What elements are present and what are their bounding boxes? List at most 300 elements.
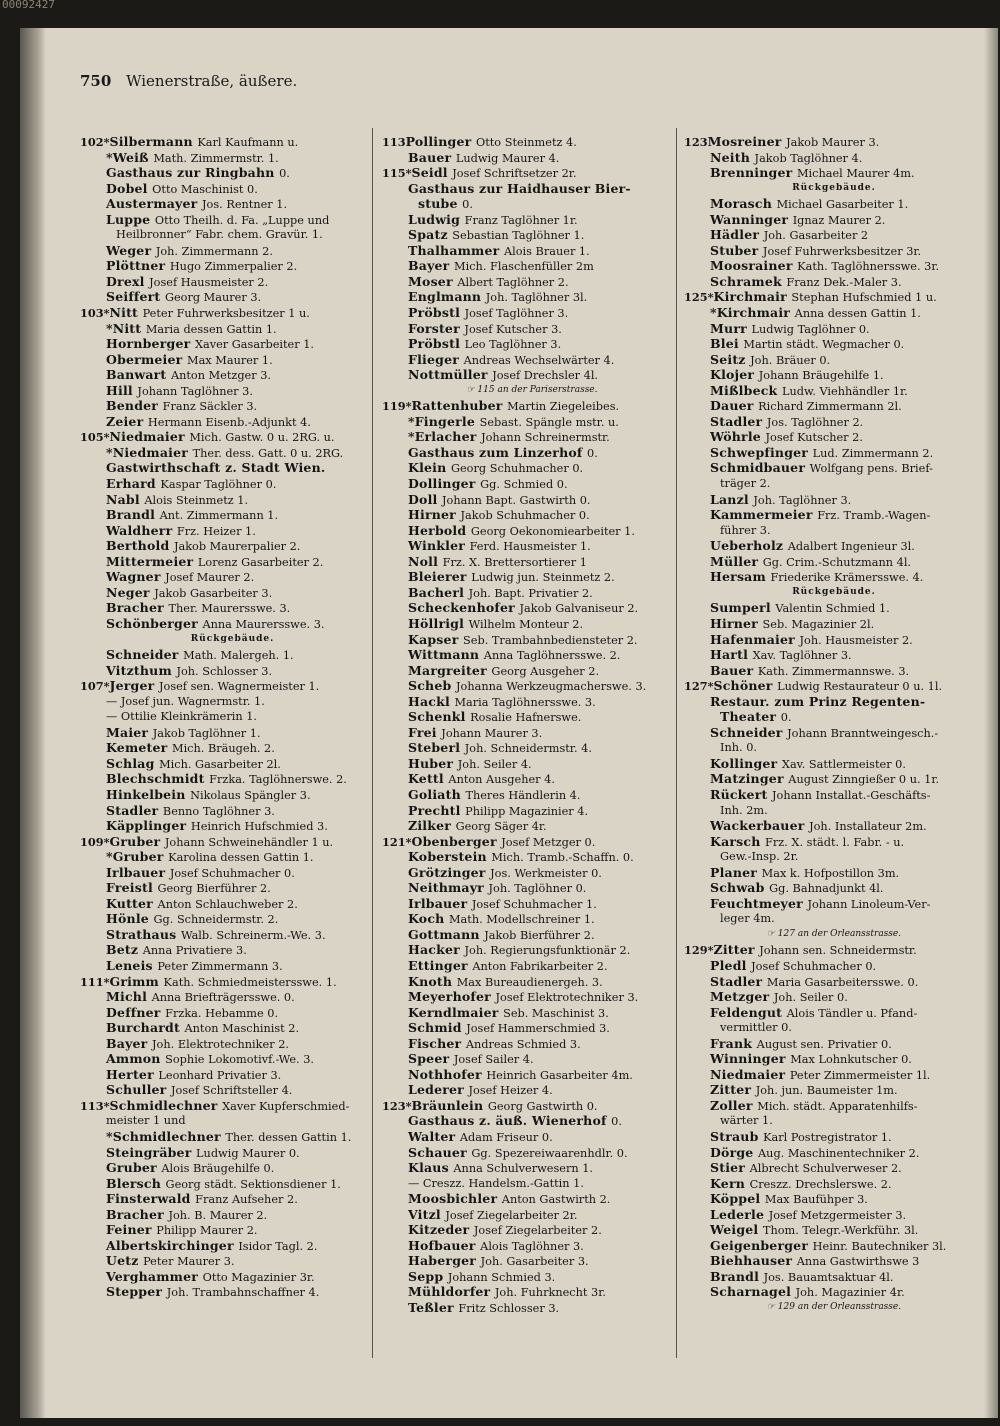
resident-name: Herbold: [408, 522, 471, 538]
resident-name: Dobel: [106, 180, 153, 196]
section-subheading: Rückgebäude.: [792, 586, 876, 597]
entry-details: Lorenz Gasarbeiter 2.: [197, 555, 324, 569]
entry-details: leger 4m.: [720, 912, 775, 926]
entry-details: Anna dessen Gattin 1.: [794, 307, 921, 321]
resident-name: Plöttner: [106, 258, 170, 274]
directory-entry: [80, 274, 385, 290]
entry-details: Joh. Zimmermann 2.: [155, 244, 273, 258]
resident-name: Grimm: [109, 973, 164, 989]
resident-name: Dörge: [710, 1144, 759, 1160]
directory-entry: [80, 383, 385, 399]
directory-entry: [80, 523, 385, 539]
resident-name: Klein: [408, 460, 451, 476]
directory-entry: [684, 305, 984, 321]
directory-entry: [80, 834, 385, 850]
resident-name: Michl: [106, 989, 152, 1005]
directory-entry: [382, 274, 682, 290]
running-header: [80, 72, 297, 90]
resident-name: Freistl: [106, 880, 158, 896]
entry-details: Mich. Flaschenfüller 2m: [454, 260, 594, 274]
directory-entry: [684, 1145, 984, 1161]
resident-name: Weger: [106, 242, 156, 258]
resident-name: Doll: [408, 491, 443, 507]
resident-name: Nottmüller: [408, 367, 493, 383]
resident-name: Schwepfinger: [710, 444, 813, 460]
resident-name: Uetz: [106, 1253, 144, 1269]
directory-entry: [684, 383, 984, 399]
directory-entry: [80, 709, 385, 725]
directory-entry: [382, 849, 682, 865]
entry-details: Math. Zimmermstr. 1.: [153, 151, 279, 165]
resident-name: Mühldorfer: [408, 1284, 495, 1300]
directory-entry: [684, 1222, 984, 1238]
book-binding-shadow: [20, 28, 46, 1418]
entry-details: Jakob Maurer 3.: [786, 136, 880, 149]
directory-entry: [382, 942, 682, 958]
directory-entry: [684, 663, 984, 679]
entry-details: Max Maurer 1.: [187, 353, 273, 367]
resident-name: Schuller: [106, 1082, 172, 1098]
entry-details: Valentin Schmied 1.: [775, 602, 890, 616]
entry-details: führer 3.: [720, 523, 771, 537]
resident-name: Hädler: [710, 227, 764, 243]
directory-entry: [684, 1284, 984, 1300]
directory-entry: [382, 336, 682, 352]
directory-entry: [684, 1020, 984, 1036]
directory-entry: [382, 398, 682, 414]
entry-details: Mich. Bräugeh. 2.: [172, 742, 275, 756]
directory-entry: [80, 243, 385, 259]
directory-entry: [684, 429, 984, 445]
directory-entry: [382, 678, 682, 694]
entry-details: Joh. Bräuer 0.: [750, 353, 831, 367]
entry-details: Jakob Galvaniseur 2.: [519, 602, 639, 616]
directory-entry: [80, 1207, 385, 1223]
resident-name: Rattenhuber: [411, 398, 508, 414]
entry-details: Friederike Krämersswe. 4.: [770, 571, 924, 585]
directory-entry: [684, 896, 984, 912]
resident-name: Gastwirthschaft z. Stadt Wien.: [106, 460, 326, 476]
resident-name: Steingräber: [106, 1144, 197, 1160]
resident-name: Nabl: [106, 491, 145, 507]
directory-entry: [80, 492, 385, 508]
directory-entry: [80, 585, 385, 601]
resident-name: *Nitt: [106, 320, 146, 336]
entry-details: Otto Magazinier 3r.: [202, 1270, 315, 1284]
entry-details: Ludwig Taglöhner 0.: [751, 322, 870, 336]
entry-details: Adam Friseur 0.: [459, 1131, 553, 1144]
directory-entry: [382, 289, 682, 305]
directory-entry: [382, 709, 682, 725]
directory-entry: [382, 1036, 682, 1052]
directory-entry: [382, 181, 682, 197]
entry-details: Josef Metzger 0.: [501, 835, 596, 849]
resident-name: Höllrigl: [408, 615, 469, 631]
resident-name: Strathaus: [106, 926, 181, 942]
resident-name: Kapser: [408, 631, 464, 647]
resident-name: Klaus: [408, 1160, 454, 1176]
directory-entry: [80, 756, 385, 772]
entry-details: Frzka. Hebamme 0.: [165, 1006, 279, 1020]
entry-details: Math. Malergeh. 1.: [183, 649, 294, 663]
resident-name: Matzinger: [710, 771, 789, 787]
resident-name: Hinkelbein: [106, 786, 191, 802]
directory-entry: [80, 865, 385, 881]
house-number: 105*: [80, 430, 110, 445]
directory-entry: [684, 616, 984, 632]
entry-details: Heinrich Hufschmied 3.: [190, 820, 328, 834]
entry-details: Joh. Schlosser 3.: [176, 664, 273, 678]
entry-details: Frz. X. Brettersortierer 1: [442, 555, 587, 569]
directory-entry: [684, 942, 984, 958]
entry-details: Andreas Wechselwärter 4.: [463, 353, 615, 367]
entry-details: Jos. Werkmeister 0.: [490, 866, 602, 880]
resident-name: Schenkl: [408, 709, 471, 725]
resident-name: Kitzeder: [408, 1222, 474, 1238]
resident-name: Schmid: [408, 1020, 467, 1036]
directory-entry: [80, 1036, 385, 1052]
directory-entry: [684, 958, 984, 974]
entry-details: Alois Taglöhner 3.: [480, 1239, 584, 1253]
entry-details: Hermann Eisenb.-Adjunkt 4.: [147, 415, 311, 429]
resident-name: Meyerhofer: [408, 989, 496, 1005]
resident-name: Ueberholz: [710, 538, 788, 554]
entry-details: Alois Steinmetz 1.: [144, 493, 249, 507]
entry-details: Martin Ziegeleibes.: [507, 400, 620, 414]
resident-name: Zitter: [713, 942, 760, 958]
entry-details: Jos. Taglöhner 2.: [766, 415, 864, 429]
directory-entry: [80, 740, 385, 756]
directory-entry: [382, 1238, 682, 1254]
directory-entry: [382, 1113, 682, 1129]
entry-details: Ludwig Maurer 4.: [455, 151, 560, 165]
cross-reference-note: ☞ 115 an der Pariserstrasse.: [466, 384, 598, 395]
resident-name: Bräunlein: [411, 1097, 488, 1113]
entry-details: Kath. Zimmermannswe. 3.: [757, 664, 910, 678]
directory-entry: [382, 492, 682, 508]
house-number: 107*: [80, 679, 110, 694]
resident-name: Neger: [106, 584, 155, 600]
directory-entry: [80, 321, 385, 337]
resident-name: Winkler: [408, 538, 470, 554]
directory-entry: [684, 1036, 984, 1052]
entry-details: Joh. Bapt. Privatier 2.: [468, 586, 593, 600]
directory-entry: [80, 1176, 385, 1192]
resident-name: Huber: [408, 755, 458, 771]
resident-name: Nitt: [109, 305, 143, 321]
directory-entry: [382, 600, 682, 616]
entry-details: Kath. Taglöhnersswe. 3r.: [797, 260, 940, 274]
directory-entry: [382, 165, 682, 181]
entry-details: Ludwig Maurer 0.: [196, 1146, 300, 1160]
resident-name: Moser: [408, 273, 458, 289]
directory-column-1: [80, 134, 385, 1300]
directory-entry: [80, 1269, 385, 1285]
entry-details: Joh. Taglöhner 3l.: [485, 291, 588, 305]
resident-name: Schwab: [710, 880, 770, 896]
resident-name: Irlbauer: [106, 864, 170, 880]
entry-details: Johanna Werkzeugmacherswe. 3.: [455, 680, 647, 694]
resident-name: Kemeter: [106, 740, 172, 756]
directory-entry: [382, 150, 682, 166]
entry-details: Max Baufühper 3.: [764, 1193, 868, 1207]
directory-entry: [684, 1129, 984, 1145]
resident-name: Flieger: [408, 351, 464, 367]
entry-details: Kaspar Taglöhner 0.: [160, 478, 277, 492]
entry-details: Josef Schriftsetzer 2r.: [452, 167, 577, 181]
directory-entry: [684, 1051, 984, 1067]
entry-details: Peter Zimmermann 3.: [157, 959, 283, 973]
resident-name: Dollinger: [408, 476, 481, 492]
house-number: 125*: [684, 290, 714, 305]
directory-entry: [684, 445, 984, 461]
resident-name: Finsterwald: [106, 1191, 196, 1207]
entry-details: Josef Schuhmacher 0.: [751, 959, 877, 973]
directory-entry: [80, 414, 385, 430]
entry-details: Anton Schlauchweber 2.: [157, 897, 298, 911]
resident-name: Seidl: [411, 165, 453, 181]
directory-entry: [382, 1176, 682, 1192]
entry-details: Joh. Schneidermstr. 4.: [464, 742, 592, 756]
resident-name: Gasthaus z. äuß. Wienerhof: [408, 1113, 612, 1129]
resident-name: Bracher: [106, 1206, 169, 1222]
resident-name: Niedmaier: [109, 429, 190, 445]
entry-details: Johann Branntweingesch.-: [787, 726, 939, 740]
resident-name: Stadler: [106, 802, 163, 818]
resident-name: Bauer: [710, 662, 758, 678]
entry-details: Joh. jun. Baumeister 1m.: [755, 1084, 898, 1098]
directory-entry: [382, 367, 682, 383]
entry-details: Heilbronner“ Fabr. chem. Gravür. 1.: [116, 228, 323, 242]
directory-entry: [382, 663, 682, 679]
directory-entry: [382, 258, 682, 274]
directory-entry: [684, 647, 984, 663]
directory-entry: [684, 1113, 984, 1129]
directory-entry: [382, 1222, 682, 1238]
resident-name: Vitzl: [408, 1206, 446, 1222]
directory-entry: [382, 1160, 682, 1176]
resident-name: Hofbauer: [408, 1237, 481, 1253]
resident-name: Thalhammer: [408, 242, 504, 258]
directory-entry: [684, 336, 984, 352]
resident-name: Lanzl: [710, 491, 754, 507]
entry-details: Peter Maurer 3.: [143, 1255, 235, 1269]
entry-details: Inh. 0.: [720, 741, 757, 755]
entry-details: Gew.-Insp. 2r.: [720, 850, 799, 864]
directory-entry: [684, 321, 984, 337]
entry-details: Josef Ziegelarbeiter 2.: [473, 1224, 602, 1238]
resident-name: Noll: [408, 553, 443, 569]
entry-details: Franz Dek.-Maler 3.: [786, 275, 902, 289]
directory-entry: [684, 289, 984, 305]
entry-details: 0.: [462, 198, 473, 212]
entry-details: Walb. Schreinerm.-We. 3.: [180, 928, 326, 942]
resident-name: Walter: [408, 1129, 460, 1144]
entry-details: Mich. städt. Apparatenhilfs-: [757, 1099, 918, 1113]
resident-name: Weigel: [710, 1222, 763, 1238]
entry-details: Jakob Taglöhner 4.: [754, 151, 863, 165]
resident-name: *Niedmaier: [106, 444, 193, 460]
directory-entry: [382, 569, 682, 585]
entry-details: Sebastian Taglöhner 1.: [452, 229, 585, 243]
directory-entry: [382, 1284, 682, 1300]
scan-reference-id: 00092427: [2, 0, 55, 11]
resident-name: Gasthaus zur Haidhauser Bier-: [408, 180, 631, 196]
entry-details: Creszz. Drechslerswe. 2.: [749, 1177, 892, 1191]
entry-details: Josef Drechsler 4l.: [492, 369, 599, 383]
resident-name: Wagner: [106, 569, 166, 585]
resident-name: Schönberger: [106, 615, 203, 631]
directory-entry: [684, 1191, 984, 1207]
directory-entry: [684, 1082, 984, 1098]
resident-name: Knoth: [408, 973, 457, 989]
directory-entry: [80, 927, 385, 943]
resident-name: Schmidlechner: [109, 1097, 223, 1113]
resident-name: Gasthaus zum Linzerhof: [408, 444, 588, 460]
resident-name: Scheckenhofer: [408, 600, 520, 616]
resident-name: Drexl: [106, 273, 150, 289]
directory-entry: [80, 1145, 385, 1161]
resident-name: Moosrainer: [710, 258, 798, 274]
directory-entry: [80, 616, 385, 632]
directory-entry: [382, 352, 682, 368]
cross-reference-note: ☞ 129 an der Orleansstrasse.: [766, 1302, 902, 1313]
resident-name: Silbermann: [109, 134, 198, 149]
resident-name: Schmidbauer: [710, 460, 810, 476]
directory-entry: [80, 569, 385, 585]
directory-entry: [80, 1238, 385, 1254]
directory-entry: [684, 911, 984, 927]
entry-details: Ant. Zimmermann 1.: [159, 509, 279, 523]
entry-details: Ludwig Restaurateur 0 u. 1l.: [777, 680, 943, 694]
directory-entry: [80, 896, 385, 912]
resident-name: Schneider: [106, 647, 184, 663]
directory-column-2: [382, 134, 682, 1316]
resident-name: Klojer: [710, 367, 759, 383]
directory-entry: [684, 274, 984, 290]
entry-details: Seb. Trambahnbediensteter 2.: [463, 633, 638, 647]
directory-entry: [684, 834, 984, 850]
resident-name: Käpplinger: [106, 818, 191, 834]
resident-name: Mosreiner: [707, 134, 787, 149]
resident-name: Bracher: [106, 600, 169, 616]
entry-details: Joh. Seiler 0.: [773, 991, 848, 1005]
entry-details: Joh. Elektrotechniker 2.: [152, 1037, 289, 1051]
resident-name: Stuber: [710, 242, 763, 258]
entry-details: Jakob Taglöhner 1.: [152, 726, 261, 740]
directory-entry: [80, 336, 385, 352]
entry-details: Leonhard Privatier 3.: [158, 1068, 282, 1082]
entry-details: August Zinngießer 0 u. 1r.: [788, 773, 940, 787]
directory-entry: [382, 725, 682, 741]
directory-entry: [382, 880, 682, 896]
directory-entry: [382, 585, 682, 601]
entry-details: Johann Schmied 3.: [447, 1270, 556, 1284]
entry-details: Josef Ziegelarbeiter 2r.: [445, 1208, 578, 1222]
directory-entry: [80, 165, 385, 181]
directory-entry: [80, 196, 385, 212]
directory-entry: [80, 181, 385, 197]
entry-details: Ignaz Maurer 2.: [792, 213, 886, 227]
directory-entry: [382, 818, 682, 834]
directory-entry: [684, 725, 984, 741]
entry-details: Rosalie Hafnerswe.: [470, 711, 582, 725]
resident-name: Koberstein: [408, 849, 492, 865]
directory-entry: [80, 1082, 385, 1098]
resident-name: Bender: [106, 398, 163, 414]
entry-details: Johann Schweinehändler 1 u.: [164, 835, 334, 849]
house-number: 123: [684, 135, 708, 149]
resident-name: Dauer: [710, 398, 759, 414]
resident-name: Goliath: [408, 786, 466, 802]
entry-details: Johann Bräugehilfe 1.: [758, 369, 884, 383]
resident-name: Moosbichler: [408, 1191, 502, 1207]
directory-entry: [80, 771, 385, 787]
directory-entry: [684, 150, 984, 166]
directory-entry: [80, 554, 385, 570]
entry-details: Josef Elektrotechniker 3.: [495, 991, 639, 1005]
entry-details: Hugo Zimmerpalier 2.: [169, 260, 298, 274]
directory-entry: [684, 554, 984, 570]
directory-entry: [684, 134, 984, 150]
directory-entry: [684, 165, 984, 181]
resident-name: Biehhauser: [710, 1253, 797, 1269]
house-number: 113*: [80, 1098, 110, 1113]
resident-name: Koch: [408, 911, 449, 927]
resident-name: Schlag: [106, 755, 160, 771]
resident-name: Gottmann: [408, 926, 485, 942]
directory-entry: [80, 150, 385, 166]
directory-entry: [382, 771, 682, 787]
directory-entry: [80, 1051, 385, 1067]
directory-entry: [684, 212, 984, 228]
directory-entry: [80, 1067, 385, 1083]
directory-entry: [80, 958, 385, 974]
resident-name: Köppel: [710, 1191, 765, 1207]
resident-name: Englmann: [408, 289, 486, 305]
entry-details: Max k. Hofpostillon 3m.: [761, 866, 900, 880]
directory-entry: [684, 1160, 984, 1176]
entry-details: Josef Hammerschmied 3.: [466, 1022, 610, 1036]
directory-entry: [684, 367, 984, 383]
entry-details: Georg Schuhmacher 0.: [450, 462, 584, 476]
entry-details: Jos. Bauamtsaktuar 4l.: [763, 1270, 894, 1284]
resident-name: Neith: [710, 149, 755, 165]
directory-entry: [684, 352, 984, 368]
directory-entry: [684, 476, 984, 492]
page-edge-shadow: [984, 28, 998, 1418]
entry-details: Jakob Gasarbeiter 3.: [154, 586, 273, 600]
entry-details: Seb. Magazinier 2l.: [762, 617, 875, 631]
directory-entry: [80, 258, 385, 274]
directory-entry: [80, 787, 385, 803]
resident-name: Vitzthum: [106, 662, 177, 678]
directory-entry: [80, 647, 385, 663]
directory-entry: [80, 1284, 385, 1300]
entry-details: Jos. Rentner 1.: [202, 198, 288, 212]
entry-details: Nikolaus Spängler 3.: [190, 788, 311, 802]
directory-entry: [684, 460, 984, 476]
resident-name: Hersam: [710, 569, 771, 585]
directory-entry: [382, 740, 682, 756]
entry-details: Anna Briefträgersswe. 0.: [151, 991, 295, 1005]
directory-entry: [80, 694, 385, 710]
resident-name: Spatz: [408, 227, 453, 243]
entry-details: Alois Tändler u. Pfand-: [786, 1006, 918, 1020]
directory-entry: [684, 880, 984, 896]
directory-entry: [80, 507, 385, 523]
entry-details: Karolina dessen Gattin 1.: [168, 851, 314, 865]
